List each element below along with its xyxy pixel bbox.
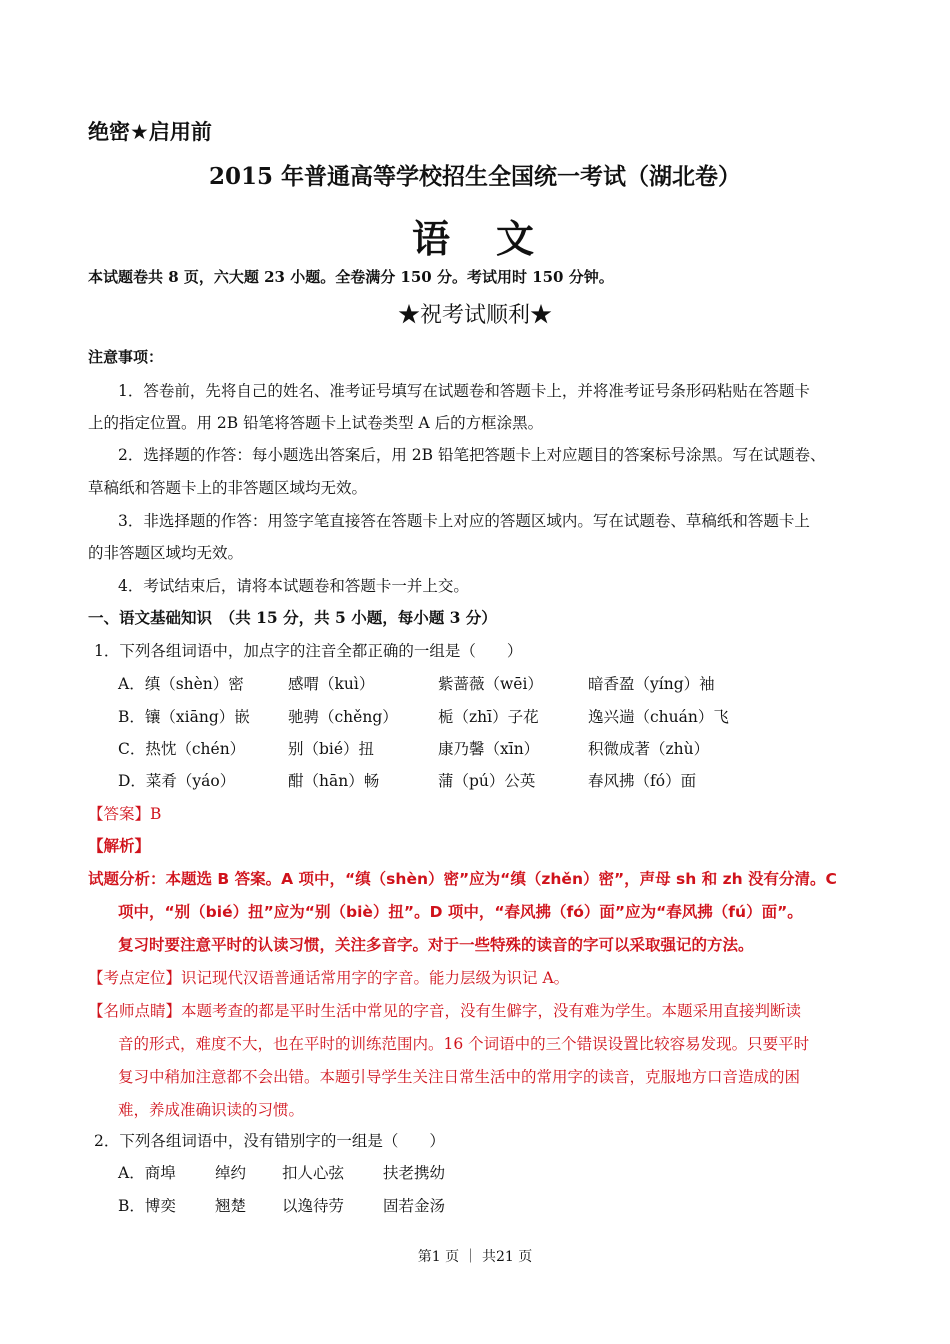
q1-stem: 1．下列各组词语中，加点字的注音全都正确的一组是（ ） bbox=[94, 642, 523, 660]
analysis-line-2: 项中，“别（bié）扭”应为“别（biè）扭”。D 项中，“春风拂（fó）面”应为“春风拂（fú）面”。 bbox=[118, 903, 803, 921]
q1-option-a-2: 感喟（kuì） bbox=[288, 675, 375, 693]
q2-stem: 2．下列各组词语中，没有错别字的一组是（ ） bbox=[94, 1132, 445, 1150]
note-item-2-line-1: 2．选择题的作答：每小题选出答案后，用 2B 铅笔把答题卡上对应题目的答案标号涂黑。写在试题卷、 bbox=[118, 446, 826, 464]
q2-option-a-2: 绰约 bbox=[215, 1164, 247, 1182]
note-item-1-line-2: 上的指定位置。用 2B 铅笔将答题卡上试卷类型 A 后的方框涂黑。 bbox=[88, 414, 544, 432]
q2-option-b-1: B．博奕 bbox=[118, 1197, 176, 1215]
note-item-3-line-1: 3．非选择题的作答：用签字笔直接答在答题卡上对应的答题区域内。写在试题卷、草稿纸和答题卡上 bbox=[118, 512, 810, 530]
q1-option-a-3: 紫蔷薇（wēi） bbox=[438, 675, 543, 693]
q2-option-a-4: 扶老携幼 bbox=[383, 1164, 446, 1182]
exam-title: 2015 年普通高等学校招生全国统一考试（湖北卷） bbox=[208, 163, 742, 190]
wish-text: ★祝考试顺利★ bbox=[397, 303, 552, 328]
note-item-4: 4．考试结束后，请将本试题卷和答题卡一并上交。 bbox=[118, 577, 469, 595]
q2-option-a-1: A．商埠 bbox=[118, 1164, 176, 1182]
q1-option-d-2: 酣（hān）畅 bbox=[288, 772, 380, 790]
q2-option-a-3: 扣人心弦 bbox=[282, 1164, 345, 1182]
notes-title: 注意事项： bbox=[88, 348, 164, 366]
q1-option-d-3: 蒲（pú）公英 bbox=[438, 772, 536, 790]
note-item-2-line-2: 草稿纸和答题卡上的非答题区域均无效。 bbox=[88, 479, 368, 497]
q1-option-b-2: 驰骋（chěng） bbox=[288, 708, 398, 726]
teacher-notes-line-4: 难，养成准确识读的习惯。 bbox=[118, 1101, 305, 1119]
key-point bbox=[88, 966, 569, 988]
teacher-notes-label: 【名师点睛】 bbox=[88, 1002, 182, 1020]
q1-option-b-1: B．镶（xiāng）嵌 bbox=[118, 708, 250, 726]
q1-option-a-4: 暗香盈（yíng）袖 bbox=[588, 675, 715, 693]
answer-label: 【答案】 bbox=[88, 805, 151, 823]
teacher-notes-line-3: 复习中稍加注意都不会出错。本题引导学生关注日常生活中的常用字的读音，克服地方口音造成的困 bbox=[118, 1068, 801, 1086]
page-footer: 第1 页 ｜ 共21 页 bbox=[417, 1249, 533, 1265]
teacher-notes-line-1 bbox=[88, 999, 801, 1021]
exam-info: 本试题卷共 8 页，六大题 23 小题。全卷满分 150 分。考试用时 150 分钟。 bbox=[88, 268, 614, 286]
q1-option-c-1: C．热忱（chén） bbox=[118, 740, 246, 758]
section-1-title: 一、语文基础知识 （共 15 分，共 5 小题，每小题 3 分） bbox=[88, 608, 497, 627]
q1-option-a-1: A．缜（shèn）密 bbox=[118, 675, 244, 693]
q2-option-b-4: 固若金汤 bbox=[383, 1197, 446, 1215]
secret-label: 绝密★启用前 bbox=[88, 120, 212, 144]
q1-option-c-3: 康乃馨（xīn） bbox=[438, 740, 540, 758]
q1-answer bbox=[88, 802, 161, 824]
q2-option-b-2: 翘楚 bbox=[215, 1197, 247, 1215]
q1-option-d-4: 春风拂（fó）面 bbox=[588, 772, 697, 790]
subject-title: 语 文 bbox=[411, 216, 538, 261]
q1-option-d-1: D．菜肴（yáo） bbox=[118, 772, 236, 790]
answer-value: B bbox=[150, 805, 162, 823]
teacher-notes-text-1: 本题考查的都是平时生活中常见的字音，没有生僻字，没有难为学生。本题采用直接判断读 bbox=[181, 1002, 802, 1020]
q1-option-c-4: 积微成著（zhù） bbox=[588, 740, 710, 758]
q1-option-b-3: 栀（zhī）子花 bbox=[438, 708, 539, 726]
analysis-line-1: 试题分析：本题选 B 答案。A 项中，“缜（shèn）密”应为“缜（zhěn）密”，声母 sh 和 zh 没有分清。C bbox=[88, 870, 837, 888]
key-point-label: 【考点定位】 bbox=[88, 969, 182, 987]
note-item-3-line-2: 的非答题区域均无效。 bbox=[88, 544, 244, 562]
q1-option-c-2: 别（bié）扭 bbox=[288, 740, 375, 758]
key-point-text: 识记现代汉语普通话常用字的字音。能力层级为识记 A。 bbox=[181, 969, 570, 987]
q1-option-b-4: 逸兴遄（chuán）飞 bbox=[588, 708, 729, 726]
q2-option-b-3: 以逸待劳 bbox=[282, 1197, 345, 1215]
note-item-1-line-1: 1．答卷前，先将自己的姓名、准考证号填写在试题卷和答题卡上，并将准考证号条形码粘贴在答题卡 bbox=[118, 382, 810, 400]
analysis-label: 【解析】 bbox=[88, 836, 151, 855]
teacher-notes-line-2: 音的形式，难度不大，也在平时的训练范围内。16 个词语中的三个错误设置比较容易发现。只要平时 bbox=[118, 1035, 810, 1053]
analysis-line-3: 复习时要注意平时的认读习惯，关注多音字。对于一些特殊的读音的字可以采取强记的方法。 bbox=[118, 936, 754, 954]
